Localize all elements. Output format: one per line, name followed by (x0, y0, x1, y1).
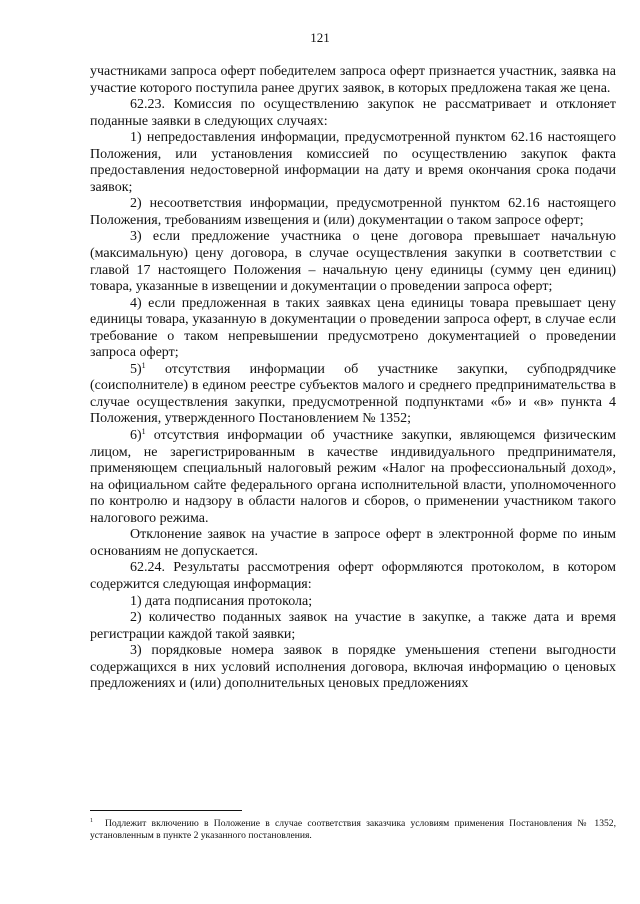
list-item-3: 3) если предложение участника о цене договора превышает начальную (максимальную) цену договора, в случае осуществления закупки в соответствии с главой 17 настоящего Положения – начальную цену единицы (сумму цен единиц) товара, указанные в извещении и документации о проведении запроса оферт; (90, 229, 616, 295)
list-item-2: 2) несоответствия информации, предусмотренной пунктом 62.16 настоящего Положения, требованиям извещения и (или) документации о таком запросе оферт; (90, 196, 616, 228)
footnote-divider (90, 810, 242, 811)
footnote-text: Подлежит включению в Положение в случае соответствия заказчика условиям применения Постановления № 1352, установленным в пункте 2 указанного постановления. (90, 818, 616, 841)
list-item-6-number: 6) (130, 428, 142, 444)
protocol-item-2: 2) количество поданных заявок на участие в закупке, а также дата и время регистрации каждой такой заявки; (90, 610, 616, 642)
clause-62-24: 62.24. Результаты рассмотрения оферт оформляются протоколом, в котором содержится следующая информация: (90, 560, 616, 592)
page-number: 121 (310, 30, 330, 45)
protocol-item-3: 3) порядковые номера заявок в порядке уменьшения степени выгодности содержащихся в них условий исполнения договора, включая информацию о ценовых предложениях и (или) дополнительных ценовых предложениях (90, 643, 616, 692)
footnote (90, 818, 616, 842)
rejection-note: Отклонение заявок на участие в запросе оферт в электронной форме по иным основаниям не допускается. (90, 527, 616, 559)
footnote-marker: 1 (90, 818, 93, 824)
list-item-5 (90, 362, 616, 428)
paragraph-continuation: участниками запроса оферт победителем запроса оферт признается участник, заявка на участие которого поступила ранее других заявок, в которых предложена такая же цена. (90, 64, 616, 96)
clause-62-23: 62.23. Комиссия по осуществлению закупок не рассматривает и отклоняет поданные заявки в следующих случаях: (90, 97, 616, 129)
document-body (90, 64, 616, 693)
protocol-item-1: 1) дата подписания протокола; (130, 593, 313, 609)
footnote-ref: 1 (141, 360, 146, 370)
list-item-5-text: отсутствия информации об участнике закупки, субподрядчике (соисполнителе) в едином реестре субъектов малого и среднего предпринимательства в случае осуществления закупки, предусмотренной подпунктами «б» и «в» пункта 4 Положения, утвержденного Постановлением № 1352; (90, 361, 616, 427)
list-item-5-number: 5) (130, 361, 142, 377)
list-item-6 (90, 428, 616, 527)
list-item-6-text: отсутствия информации об участнике закупки, являющемся физическим лицом, не зарегистрированным в качестве индивидуального предпринимателя, применяющем специальный налоговый режим «Налог на профессиональный доход», на официальном сайте федерального органа исполнительной власти, уполномоченного по контролю и надзору в области налогов и сборов, о применении участником такого налогового режима. (90, 428, 616, 526)
footnote-ref: 1 (141, 427, 146, 437)
list-item-4: 4) если предложенная в таких заявках цена единицы товара превышает цену единицы товара, указанную в документации о проведении запроса оферт, в случае если требование о таком непревышении предусмотрено документацией о проведении запроса оферт; (90, 295, 616, 361)
list-item-1: 1) непредоставления информации, предусмотренной пунктом 62.16 настоящего Положения, или установления комиссией по осуществлению закупок факта предоставления недостоверной информации на дату и время окончания срока подачи заявок; (90, 130, 616, 195)
